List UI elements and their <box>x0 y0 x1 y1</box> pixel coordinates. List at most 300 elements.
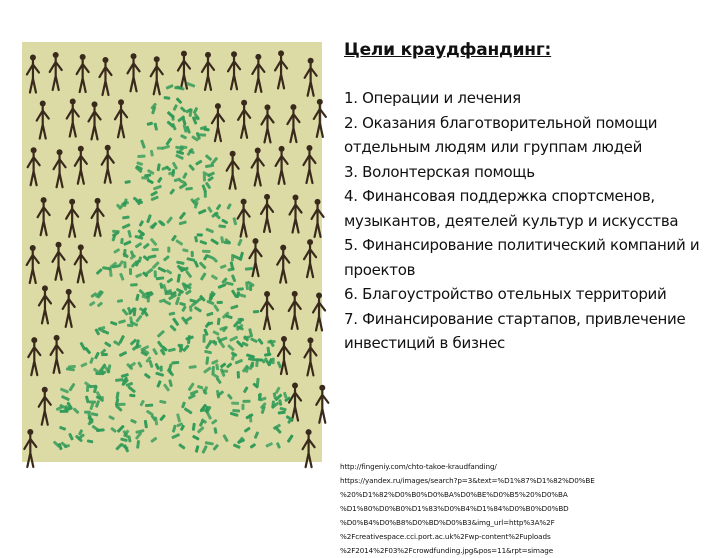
person-figure <box>63 289 75 327</box>
money-bill <box>198 209 207 215</box>
person-figure <box>54 149 66 187</box>
money-bill <box>129 394 135 398</box>
money-bill <box>90 412 98 416</box>
money-bill <box>194 236 198 243</box>
money-bill <box>220 236 224 243</box>
money-bill <box>168 348 176 353</box>
money-bill <box>215 377 221 384</box>
person-figure <box>316 385 328 423</box>
money-bill <box>206 312 214 317</box>
money-bill <box>203 334 206 343</box>
money-bill <box>122 223 131 229</box>
money-bill <box>150 437 157 444</box>
money-bill <box>192 435 200 441</box>
money-bill <box>179 211 187 219</box>
money-bill <box>110 427 117 433</box>
money-bill <box>127 385 136 393</box>
money-bill <box>182 248 189 252</box>
money-bill <box>179 220 187 225</box>
person-figure <box>227 151 239 189</box>
money-bill <box>237 287 244 291</box>
person-figure <box>39 285 51 323</box>
source-link[interactable]: https://yandex.ru/images/search?p=3&text=%D1%87%D1%82%D0%BE <box>340 476 595 485</box>
money-bill <box>168 363 173 371</box>
person-figure <box>66 199 78 237</box>
money-bill <box>147 296 150 303</box>
money-bill <box>195 160 203 166</box>
source-link[interactable]: %D0%B4%D0%B8%D0%BD%D0%B3&img_url=http%3A%2F <box>340 518 555 527</box>
money-bill <box>130 419 137 424</box>
money-bill <box>255 361 259 367</box>
money-bill <box>84 411 91 414</box>
money-bill <box>257 338 263 345</box>
goal-item: 3. Волонтерская помощь <box>344 162 535 181</box>
money-bill <box>153 123 158 131</box>
money-bill <box>283 392 288 399</box>
money-bill <box>217 318 221 326</box>
money-bill <box>119 351 128 357</box>
person-figure <box>38 197 50 235</box>
money-bill <box>146 214 152 223</box>
money-bill <box>172 104 178 111</box>
person-figure <box>99 57 111 95</box>
money-bill <box>137 361 143 368</box>
money-bill <box>119 273 125 281</box>
person-figure <box>77 54 89 92</box>
person-figure <box>151 56 163 94</box>
money-bill <box>123 240 132 246</box>
money-bill <box>135 242 143 249</box>
money-bill <box>185 187 193 191</box>
person-figure <box>249 238 261 276</box>
money-bill <box>197 385 204 390</box>
money-bill <box>157 330 166 338</box>
money-bill <box>169 188 175 195</box>
money-bill <box>222 434 229 442</box>
money-bill <box>172 317 180 326</box>
person-figure <box>261 104 273 142</box>
person-figure <box>287 104 299 142</box>
money-bill <box>204 191 207 198</box>
money-bill <box>180 106 187 113</box>
goal-item: 2. Оказания благотворительной помощи отдельным людям или группам людей <box>344 113 658 156</box>
money-bill <box>160 366 163 372</box>
money-bill <box>231 402 239 405</box>
money-bill <box>118 260 124 267</box>
person-figure <box>75 244 87 282</box>
money-bill <box>192 423 196 431</box>
money-bill <box>227 393 233 400</box>
person-figure <box>304 239 316 277</box>
person-figure <box>303 145 315 183</box>
person-figure <box>277 245 289 283</box>
money-bill <box>176 261 185 266</box>
money-bill <box>201 445 208 454</box>
person-figure <box>102 145 114 183</box>
money-bill <box>212 330 220 336</box>
money-bill <box>184 407 193 414</box>
person-figure <box>92 198 104 236</box>
money-bill <box>156 380 162 388</box>
money-bill <box>154 416 158 425</box>
money-bill <box>211 419 218 425</box>
money-bill <box>265 442 273 448</box>
money-bill <box>171 361 179 365</box>
money-bill <box>89 403 94 411</box>
person-figure <box>238 199 250 237</box>
money-bill <box>238 318 245 322</box>
money-bill <box>115 378 124 382</box>
money-bill <box>165 137 172 146</box>
person-figure <box>75 146 87 184</box>
money-bill <box>182 344 190 352</box>
money-bill <box>237 371 240 379</box>
money-bill <box>157 147 163 150</box>
money-bill <box>101 353 108 356</box>
money-bill <box>115 391 119 399</box>
money-bill <box>118 335 125 344</box>
money-bill <box>187 382 194 391</box>
person-figure <box>304 337 316 375</box>
money-bill <box>152 248 159 251</box>
person-figure <box>24 429 36 467</box>
money-bill <box>163 255 170 262</box>
money-bill <box>130 250 135 257</box>
money-bill <box>213 304 220 312</box>
money-bill <box>218 224 226 228</box>
money-bill <box>191 251 194 257</box>
money-bill <box>89 301 96 307</box>
money-bill <box>120 238 124 244</box>
money-bill <box>120 437 128 442</box>
money-bill <box>195 445 200 453</box>
money-bill <box>254 431 260 439</box>
money-bill <box>147 254 156 259</box>
person-figure <box>252 54 264 92</box>
money-bill <box>159 400 166 404</box>
person-figure <box>53 242 65 280</box>
money-bill <box>89 385 97 389</box>
money-bill <box>168 312 175 316</box>
money-bill <box>157 266 166 272</box>
source-link[interactable]: %2F2014%2F03%2Fcrowdfunding.jpg&pos=11&rpt=simage <box>340 546 554 555</box>
money-bill <box>243 386 249 393</box>
money-bill <box>144 420 148 429</box>
money-bill <box>207 206 213 213</box>
money-bill <box>139 400 145 407</box>
money-bill <box>179 302 186 307</box>
money-bill <box>104 341 112 347</box>
money-bill <box>200 272 207 281</box>
money-bill <box>136 440 140 449</box>
goal-item: 5. Финансирование политический компаний и проектов <box>344 236 700 279</box>
money-bill <box>113 248 120 254</box>
money-bill <box>146 410 154 417</box>
person-figure <box>276 146 288 184</box>
money-bill <box>204 350 212 355</box>
money-bill <box>182 172 188 179</box>
person-figure <box>28 147 40 185</box>
money-bill <box>233 443 241 449</box>
money-bill <box>148 360 153 368</box>
money-bill <box>287 434 294 443</box>
money-bill <box>157 340 164 348</box>
source-link[interactable]: %D1%80%D0%B0%D1%83%D0%B4%D1%84%D0%B0%D0%BD <box>340 504 569 513</box>
money-bill <box>153 185 162 191</box>
money-bill <box>80 362 87 368</box>
money-bill <box>121 373 129 378</box>
money-bill <box>139 220 145 227</box>
money-bill <box>205 164 214 168</box>
money-bill <box>221 219 228 225</box>
person-figure <box>28 337 40 375</box>
person-figure <box>261 291 273 329</box>
money-bill <box>140 139 146 148</box>
person-figure <box>67 99 79 137</box>
money-bill <box>253 310 260 314</box>
money-bill <box>213 427 217 434</box>
money-bill <box>145 404 153 408</box>
source-links <box>340 460 630 558</box>
money-bill <box>127 435 131 442</box>
money-bill <box>123 249 126 257</box>
money-bill <box>189 365 197 369</box>
money-bill <box>205 182 212 190</box>
money-bill <box>212 366 215 374</box>
money-bill <box>154 270 157 277</box>
money-bill <box>150 150 154 157</box>
person-figure <box>313 292 325 330</box>
money-bill <box>172 424 177 432</box>
money-bill <box>117 299 123 303</box>
money-bill <box>169 324 176 331</box>
money-bill <box>79 342 86 351</box>
money-bill <box>167 247 170 253</box>
money-bill <box>96 395 104 399</box>
money-bill <box>118 403 126 406</box>
money-bill <box>237 239 243 247</box>
money-bill <box>248 357 256 361</box>
goal-item: 4. Финансовая поддержка спортсменов, музыкантов, деятелей культур и искусства <box>344 187 679 230</box>
person-figure <box>212 103 224 141</box>
money-bill <box>235 359 244 365</box>
money-bill <box>166 269 173 275</box>
money-bill <box>175 239 183 246</box>
money-bill <box>220 362 227 368</box>
money-bill <box>205 154 213 161</box>
money-bill <box>144 373 151 379</box>
money-bill <box>166 84 174 90</box>
money-bill <box>205 228 214 234</box>
money-bill <box>147 178 154 184</box>
money-bill <box>188 164 195 171</box>
person-figure <box>289 383 301 421</box>
money-bill <box>199 240 207 245</box>
money-bill <box>226 203 232 210</box>
person-figure <box>51 335 63 373</box>
money-bill <box>60 410 69 413</box>
goals-list <box>344 86 704 356</box>
person-figure <box>305 58 317 96</box>
money-bill <box>278 411 286 415</box>
money-bill <box>154 363 160 371</box>
person-figure <box>261 194 273 232</box>
money-bill <box>230 412 239 417</box>
money-bill <box>72 407 79 414</box>
money-bill <box>129 268 132 275</box>
money-bill <box>181 305 187 312</box>
money-bill <box>203 127 210 131</box>
goal-item: 7. Финансирование стартапов, привлечение инвестиций в бизнес <box>344 309 686 352</box>
source-link[interactable]: http://fingeniy.com/chto-takoe-kraudfanding/ <box>340 462 497 471</box>
money-bill <box>242 400 250 403</box>
money-bill <box>156 276 165 280</box>
money-bill <box>205 356 209 365</box>
money-bill <box>199 261 207 269</box>
person-figure <box>89 101 101 139</box>
person-figure <box>115 99 127 137</box>
money-bill <box>278 399 282 406</box>
person-figure <box>27 245 39 283</box>
money-bill <box>87 439 94 443</box>
money-bill <box>68 383 75 392</box>
money-bill <box>61 395 70 401</box>
money-bill <box>94 352 100 360</box>
money-bill <box>163 96 170 100</box>
person-figure <box>50 52 62 90</box>
text-block <box>344 40 704 356</box>
money-bill <box>215 363 219 370</box>
crowdfunding-illustration <box>22 42 322 462</box>
money-bill <box>211 274 219 280</box>
money-bill <box>217 283 226 289</box>
money-bill <box>186 257 195 262</box>
money-bill <box>163 383 170 392</box>
money-bill <box>171 433 180 439</box>
money-bill <box>166 216 173 224</box>
person-figure <box>275 50 287 88</box>
money-bill <box>245 267 253 271</box>
money-bill <box>177 274 181 283</box>
money-bill <box>147 122 154 126</box>
money-bill <box>206 321 213 326</box>
money-bill <box>168 379 173 387</box>
money-bill <box>230 304 238 309</box>
money-bill <box>231 274 237 282</box>
money-bill <box>127 230 132 238</box>
money-bill <box>207 176 214 182</box>
person-figure <box>312 199 324 237</box>
goal-item: 6. Благоустройство отельных территорий <box>344 285 667 303</box>
money-bill <box>176 413 181 422</box>
money-bill <box>202 250 211 253</box>
money-bill <box>241 404 244 410</box>
money-bill <box>180 134 187 140</box>
money-bill <box>130 283 138 287</box>
money-bill <box>194 306 202 313</box>
money-bill <box>220 264 227 269</box>
money-bill <box>150 238 158 247</box>
money-bill <box>137 155 145 159</box>
money-bill <box>135 273 142 278</box>
money-bill <box>210 238 219 245</box>
person-figure <box>289 291 301 329</box>
money-bill <box>277 361 283 369</box>
money-bill <box>157 177 163 184</box>
money-bill <box>68 433 74 441</box>
money-bill <box>225 281 234 286</box>
money-bill <box>217 301 223 304</box>
money-bill <box>86 385 89 392</box>
money-bill <box>227 344 235 351</box>
money-bill <box>226 362 233 368</box>
money-bill <box>193 107 199 114</box>
money-bill <box>110 321 118 326</box>
money-bill <box>167 111 175 119</box>
source-link[interactable]: %2Fcreativespace.cci.port.ac.uk%2Fwp-content%2Fuploads <box>340 532 551 541</box>
crowd-money-illustration-image <box>22 42 322 462</box>
money-bill <box>155 372 164 377</box>
money-bill <box>276 442 281 449</box>
person-figure <box>128 53 140 91</box>
money-bill <box>244 426 251 432</box>
person-figure <box>238 100 250 138</box>
money-bill <box>222 370 228 373</box>
money-bill <box>185 270 192 278</box>
person-figure <box>303 429 315 467</box>
money-bill <box>122 215 130 219</box>
money-bill <box>124 180 130 184</box>
money-bill <box>205 441 214 446</box>
money-bill <box>178 443 186 450</box>
money-bill <box>97 301 104 307</box>
source-link[interactable]: %20%D1%82%D0%B0%D0%BA%D0%BE%D0%B5%20%D0%BA <box>340 490 568 499</box>
goal-item: 1. Операции и лечения <box>344 89 521 107</box>
person-figure <box>27 54 39 92</box>
money-bill <box>135 315 143 323</box>
money-bill <box>197 426 205 434</box>
money-bill <box>123 261 126 268</box>
money-bill <box>176 97 183 104</box>
money-bill <box>157 163 161 171</box>
money-bill <box>197 233 203 236</box>
slide-title: Цели краудфандинг: <box>344 40 552 60</box>
money-bill <box>118 319 126 324</box>
money-bill <box>216 204 222 211</box>
money-bill <box>89 357 94 364</box>
person-figure <box>37 101 49 139</box>
money-bill <box>59 426 66 431</box>
money-bill <box>152 348 158 356</box>
money-bill <box>135 294 140 302</box>
money-bill <box>60 388 69 394</box>
money-bill <box>159 414 166 421</box>
money-bill <box>143 243 150 250</box>
money-bill <box>250 337 258 343</box>
money-bill <box>166 278 173 284</box>
person-figure <box>228 51 240 89</box>
money-bill <box>96 268 103 275</box>
person-figure <box>314 99 326 137</box>
person-figure <box>39 387 51 425</box>
money-bill <box>138 256 142 263</box>
person-figure <box>290 195 302 233</box>
money-bill <box>159 282 163 289</box>
money-bill <box>250 443 257 449</box>
person-figure <box>252 148 264 186</box>
person-figure <box>202 52 214 90</box>
money-bill <box>181 401 186 408</box>
